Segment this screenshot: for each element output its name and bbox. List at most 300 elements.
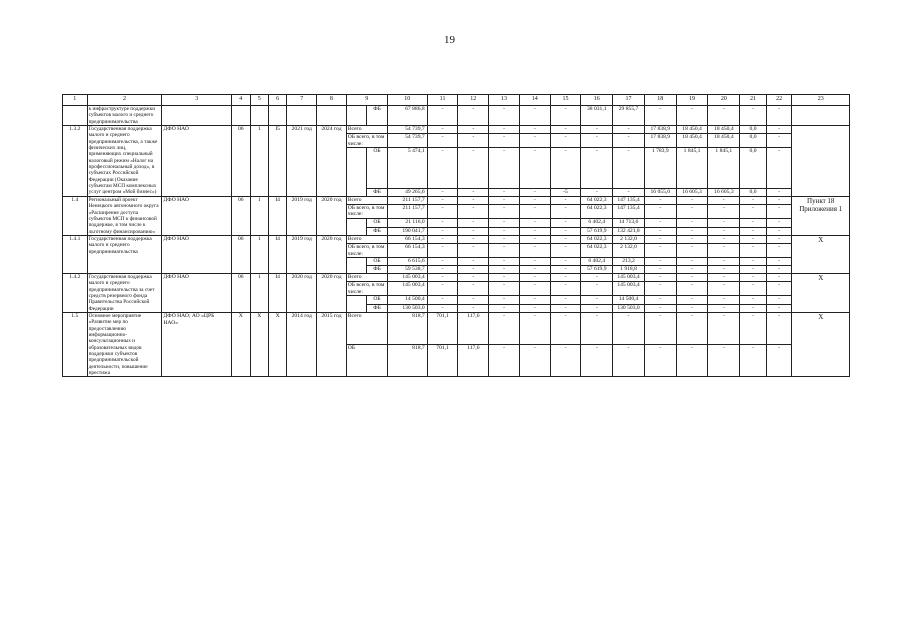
empty-cell [268, 106, 286, 126]
budget-table [62, 94, 850, 377]
level-label: ОБ [367, 148, 387, 189]
value-cell: - [519, 345, 550, 377]
value-cell: - [708, 106, 740, 126]
value-cell: 67 886,8 [387, 106, 427, 126]
value-cell: - [613, 345, 645, 377]
level-label: ОБ всего, в том числе: [346, 204, 387, 219]
code-cell: X [250, 313, 268, 377]
value-cell: - [550, 305, 581, 313]
note-cell: X [792, 273, 850, 312]
value-cell: - [427, 148, 458, 189]
value-cell: - [740, 266, 767, 274]
value-cell: - [489, 189, 520, 197]
value-cell: - [613, 313, 645, 345]
value-cell: - [489, 106, 520, 126]
code-cell: X [232, 313, 250, 377]
value-cell: - [740, 296, 767, 305]
executor: ДФО НАО; АО «ЦРБ НАО» [162, 313, 232, 377]
value-cell: 5 474,1 [387, 148, 427, 189]
value-cell: 57 619,9 [581, 266, 613, 274]
table-row [63, 235, 850, 243]
value-cell: - [766, 281, 792, 296]
code-cell: 06 [232, 235, 250, 273]
value-cell: - [766, 148, 792, 189]
value-cell: - [427, 296, 458, 305]
page-number: 19 [444, 34, 455, 46]
value-cell: - [427, 273, 458, 281]
value-cell: - [766, 296, 792, 305]
value-cell: - [581, 305, 613, 313]
table-row [63, 313, 850, 345]
value-cell: - [489, 273, 520, 281]
value-cell: - [550, 235, 581, 243]
start-year: 2019 год [287, 235, 317, 273]
value-cell: 1 918,8 [613, 266, 645, 274]
value-cell: - [519, 281, 550, 296]
header-cell: 12 [458, 95, 489, 106]
value-cell: - [458, 196, 489, 204]
value-cell: - [427, 266, 458, 274]
level-label: ФБ [367, 266, 387, 274]
value-cell: - [644, 106, 676, 126]
value-cell: 6 615,6 [387, 258, 427, 266]
header-cell: 8 [317, 95, 347, 106]
value-cell: - [427, 204, 458, 219]
value-cell: 145 003,4 [387, 273, 427, 281]
header-cell: 13 [489, 95, 520, 106]
value-cell: 17 838,9 [644, 126, 676, 134]
level-label: ОБ всего, в том числе: [346, 243, 387, 258]
code-cell: I4 [268, 196, 286, 235]
value-cell: - [458, 189, 489, 197]
value-cell: - [581, 189, 613, 197]
value-cell: - [676, 228, 708, 236]
value-cell: - [708, 228, 740, 236]
value-cell: 701,1 [427, 313, 458, 345]
end-year: 2020 год [317, 235, 347, 273]
value-cell: - [489, 266, 520, 274]
value-cell: 117,6 [458, 313, 489, 345]
value-cell: - [581, 296, 613, 305]
value-cell: 14 713,6 [613, 219, 645, 228]
end-year: 2024 год [317, 126, 347, 197]
value-cell: - [708, 313, 740, 345]
value-cell: - [489, 196, 520, 204]
value-cell: - [676, 235, 708, 243]
value-cell: 49 265,6 [387, 189, 427, 197]
value-cell: - [676, 243, 708, 258]
value-cell: - [581, 313, 613, 345]
value-cell: - [489, 313, 520, 345]
value-cell: - [708, 305, 740, 313]
value-cell: - [708, 243, 740, 258]
value-cell: 190 041,7 [387, 228, 427, 236]
level-label: Всего [346, 235, 387, 243]
value-cell: 38 031,1 [581, 106, 613, 126]
value-cell: 132 421,8 [613, 228, 645, 236]
value-cell: - [581, 273, 613, 281]
value-cell: - [427, 219, 458, 228]
row-number: 1.5 [63, 313, 88, 377]
indent-cell [346, 296, 366, 313]
executor: ДФО НАО [162, 126, 232, 197]
value-cell: 18 450,4 [708, 133, 740, 148]
value-cell: - [708, 281, 740, 296]
header-cell: 21 [740, 95, 767, 106]
value-cell: - [740, 204, 767, 219]
value-cell: 66 154,3 [387, 235, 427, 243]
value-cell: 18 450,4 [676, 133, 708, 148]
value-cell: - [676, 266, 708, 274]
value-cell: 16 605,3 [676, 189, 708, 197]
value-cell: - [676, 204, 708, 219]
header-cell: 10 [387, 95, 427, 106]
value-cell: - [740, 281, 767, 296]
value-cell: - [740, 196, 767, 204]
value-cell: - [550, 148, 581, 189]
row-number: 1.3.2 [63, 126, 88, 197]
header-cell: 1 [63, 95, 88, 106]
code-cell: 06 [232, 126, 250, 197]
value-cell: - [550, 243, 581, 258]
value-cell: - [550, 296, 581, 305]
value-cell: - [766, 305, 792, 313]
value-cell: - [644, 204, 676, 219]
header-cell: 23 [792, 95, 850, 106]
header-cell: 2 [87, 95, 162, 106]
value-cell: - [766, 313, 792, 345]
value-cell: - [708, 273, 740, 281]
value-cell: - [458, 204, 489, 219]
value-cell: - [519, 189, 550, 197]
note-cell: X [792, 235, 850, 273]
table-row [63, 196, 850, 204]
value-cell: - [550, 345, 581, 377]
value-cell: 16 055,0 [644, 189, 676, 197]
value-cell: 818,7 [387, 345, 427, 377]
level-label: ОБ [367, 296, 387, 305]
value-cell: - [766, 106, 792, 126]
value-cell: 117,6 [458, 345, 489, 377]
value-cell: - [489, 204, 520, 219]
value-cell: - [644, 345, 676, 377]
value-cell: - [458, 273, 489, 281]
value-cell: - [489, 219, 520, 228]
indent-cell [346, 148, 366, 196]
value-cell: - [427, 196, 458, 204]
value-cell: - [766, 273, 792, 281]
level-label: ФБ [367, 305, 387, 313]
value-cell: - [550, 273, 581, 281]
start-year: 2020 год [287, 273, 317, 312]
value-cell: - [458, 148, 489, 189]
code-cell: I4 [268, 235, 286, 273]
header-cell: 7 [287, 95, 317, 106]
value-cell: - [519, 133, 550, 148]
executor: ДФО НАО [162, 235, 232, 273]
level-label: Всего [346, 126, 387, 134]
header-cell: 15 [550, 95, 581, 106]
value-cell: 18 450,4 [708, 126, 740, 134]
value-cell: 701,1 [427, 345, 458, 377]
row-number: 1.4.2 [63, 273, 88, 312]
note-cell: Пункт 18 Приложения 1 [792, 196, 850, 235]
value-cell: - [550, 196, 581, 204]
value-cell: 29 855,7 [613, 106, 645, 126]
value-cell: - [489, 258, 520, 266]
value-cell: - [766, 219, 792, 228]
value-cell: 213,2 [613, 258, 645, 266]
value-cell: - [458, 243, 489, 258]
value-cell: - [489, 126, 520, 134]
level-label: Всего [346, 313, 387, 345]
value-cell: - [613, 133, 645, 148]
value-cell: - [644, 296, 676, 305]
value-cell: - [427, 243, 458, 258]
value-cell: - [766, 126, 792, 134]
value-cell: - [458, 235, 489, 243]
value-cell: - [519, 148, 550, 189]
end-year: 2015 год [317, 313, 347, 377]
empty-cell [287, 106, 317, 126]
value-cell: 57 619,9 [581, 228, 613, 236]
value-cell: 818,7 [387, 313, 427, 345]
value-cell: - [489, 345, 520, 377]
value-cell: - [519, 273, 550, 281]
start-year: 2019 год [287, 196, 317, 235]
row-number: 1.4 [63, 196, 88, 235]
value-cell: 66 154,3 [387, 243, 427, 258]
value-cell: - [676, 258, 708, 266]
level-label: ФБ [367, 106, 387, 126]
value-cell: - [519, 258, 550, 266]
value-cell: - [519, 228, 550, 236]
header-cell: 4 [232, 95, 250, 106]
value-cell: 145 003,4 [613, 273, 645, 281]
value-cell: - [740, 258, 767, 266]
measure-name: к инфраструктуре поддержки субъектов малого и среднего предпринимательства [87, 106, 162, 126]
value-cell: - [740, 228, 767, 236]
value-cell: 64 022,3 [581, 235, 613, 243]
value-cell: - [458, 126, 489, 134]
header-cell: 5 [250, 95, 268, 106]
value-cell: - [581, 148, 613, 189]
value-cell: - [613, 126, 645, 134]
indent-cell [346, 219, 366, 236]
value-cell: 1 783,9 [644, 148, 676, 189]
value-cell: - [519, 296, 550, 305]
header-cell: 16 [581, 95, 613, 106]
value-cell: - [644, 258, 676, 266]
value-cell: - [766, 196, 792, 204]
value-cell: - [644, 235, 676, 243]
value-cell: 6 402,4 [581, 219, 613, 228]
value-cell: - [740, 305, 767, 313]
value-cell: - [644, 281, 676, 296]
value-cell: - [676, 296, 708, 305]
value-cell: - [458, 296, 489, 305]
value-cell: - [766, 189, 792, 197]
value-cell: - [740, 106, 767, 126]
value-cell: - [489, 148, 520, 189]
value-cell: - [427, 126, 458, 134]
level-label: ОБ всего, в том числе: [346, 133, 387, 148]
end-year: 2020 год [317, 273, 347, 312]
header-cell: 19 [676, 95, 708, 106]
code-cell: 06 [232, 196, 250, 235]
value-cell: - [644, 196, 676, 204]
value-cell: - [676, 281, 708, 296]
value-cell: 1 845,1 [708, 148, 740, 189]
indent-cell [346, 106, 366, 126]
value-cell: - [644, 313, 676, 345]
value-cell: - [519, 219, 550, 228]
measure-name: Государственная поддержка малого и среднего предпринимательства за счет средств резервного фонда Правительства Российской Федерации [87, 273, 162, 312]
value-cell: - [458, 228, 489, 236]
value-cell: - [644, 228, 676, 236]
value-cell: - [644, 305, 676, 313]
value-cell: - [489, 305, 520, 313]
value-cell: - [766, 258, 792, 266]
header-cell: 20 [708, 95, 740, 106]
empty-cell [317, 106, 347, 126]
value-cell: - [519, 204, 550, 219]
value-cell: 145 003,4 [613, 281, 645, 296]
value-cell: - [550, 258, 581, 266]
table-row [63, 106, 850, 126]
value-cell: - [489, 296, 520, 305]
empty-cell [250, 106, 268, 126]
value-cell: - [458, 305, 489, 313]
code-cell: 1 [250, 196, 268, 235]
value-cell: - [458, 281, 489, 296]
value-cell: - [550, 106, 581, 126]
empty-cell [232, 106, 250, 126]
value-cell: 130 503,0 [387, 305, 427, 313]
value-cell: - [550, 219, 581, 228]
value-cell: - [519, 106, 550, 126]
executor: ДФО НАО [162, 273, 232, 312]
value-cell: - [581, 345, 613, 377]
value-cell: - [427, 258, 458, 266]
value-cell: - [708, 296, 740, 305]
header-cell: 6 [268, 95, 286, 106]
value-cell: - [708, 204, 740, 219]
value-cell: - [519, 243, 550, 258]
code-cell: 1 [250, 235, 268, 273]
note-cell: X [792, 313, 850, 377]
value-cell: - [458, 133, 489, 148]
value-cell: 211 157,7 [387, 204, 427, 219]
level-label: ФБ [367, 228, 387, 236]
header-cell: 11 [427, 95, 458, 106]
value-cell: - [489, 228, 520, 236]
value-cell: - [740, 243, 767, 258]
value-cell: - [740, 219, 767, 228]
indent-cell [346, 258, 366, 274]
value-cell: - [644, 243, 676, 258]
value-cell: 18 450,4 [676, 126, 708, 134]
value-cell: - [708, 196, 740, 204]
value-cell: 59 538,7 [387, 266, 427, 274]
value-cell: 6 402,4 [581, 258, 613, 266]
value-cell: - [489, 133, 520, 148]
value-cell: 0,0 [740, 133, 767, 148]
level-label: Всего [346, 273, 387, 281]
value-cell: - [519, 126, 550, 134]
value-cell: - [644, 219, 676, 228]
header-cell: 3 [162, 95, 232, 106]
value-cell: - [550, 228, 581, 236]
measure-name: Государственная поддержка малого и среднего предпринимательства, а также физических лиц, применяющих специальный налоговый режим «Налог на профессиональный доход», в субъектах Российской Федерации (Оказание субъектам МСП комплексных услуг центром «Мой бизнес») [87, 126, 162, 197]
value-cell: 147 135,4 [613, 196, 645, 204]
start-year: 2021 год [287, 126, 317, 197]
value-cell: - [766, 266, 792, 274]
value-cell: - [740, 235, 767, 243]
value-cell: 21 116,0 [387, 219, 427, 228]
value-cell: - [740, 313, 767, 345]
value-cell: - [766, 133, 792, 148]
value-cell: - [676, 106, 708, 126]
value-cell: - [427, 305, 458, 313]
value-cell: - [427, 106, 458, 126]
value-cell: - [427, 228, 458, 236]
value-cell: - [550, 281, 581, 296]
value-cell: 2 132,0 [613, 235, 645, 243]
value-cell: - [519, 235, 550, 243]
value-cell: - [427, 235, 458, 243]
value-cell: 64 022,3 [581, 204, 613, 219]
value-cell: - [550, 133, 581, 148]
value-cell: - [519, 313, 550, 345]
value-cell: - [427, 281, 458, 296]
measure-name: Государственная поддержка малого и среднего предпринимательства [87, 235, 162, 273]
value-cell: - [766, 204, 792, 219]
value-cell: 64 022,3 [581, 196, 613, 204]
executor: ДФО НАО [162, 196, 232, 235]
value-cell: - [581, 126, 613, 134]
value-cell: - [458, 106, 489, 126]
value-cell: - [708, 266, 740, 274]
value-cell: - [676, 219, 708, 228]
table-row [63, 126, 850, 134]
value-cell: - [613, 148, 645, 189]
value-cell: - [489, 243, 520, 258]
value-cell: 0,0 [740, 189, 767, 197]
value-cell: - [550, 204, 581, 219]
code-cell: X [268, 313, 286, 377]
empty-cell [162, 106, 232, 126]
value-cell: - [676, 313, 708, 345]
header-cell: 18 [644, 95, 676, 106]
value-cell: - [740, 273, 767, 281]
value-cell: - [708, 235, 740, 243]
value-cell: - [766, 243, 792, 258]
value-cell: - [676, 196, 708, 204]
value-cell: - [766, 228, 792, 236]
code-cell: I5 [268, 126, 286, 197]
end-year: 2020 год [317, 196, 347, 235]
value-cell: - [550, 126, 581, 134]
value-cell: 2 132,0 [613, 243, 645, 258]
value-cell: - [708, 258, 740, 266]
value-cell: - [458, 219, 489, 228]
value-cell: - [766, 235, 792, 243]
value-cell: - [550, 313, 581, 345]
header-cell: 17 [613, 95, 645, 106]
value-cell: - [676, 305, 708, 313]
value-cell: - [676, 273, 708, 281]
